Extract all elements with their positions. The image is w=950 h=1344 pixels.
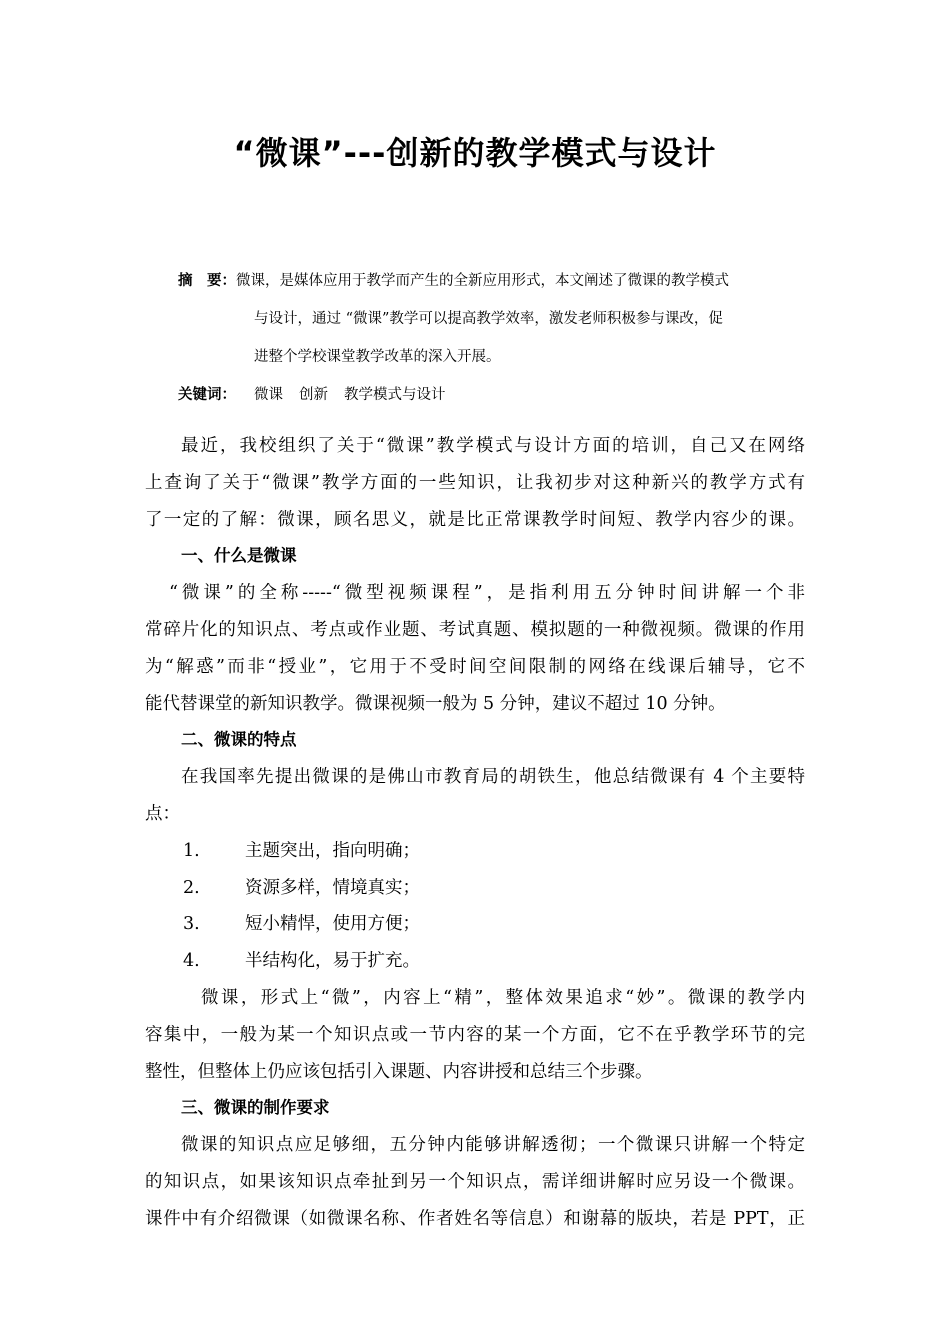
paragraph-line: 课件中有介绍微课（如微课名称、作者姓名等信息）和谢幕的版块，若是 PPT，正 (145, 1208, 805, 1229)
paragraph-line: 在我国率先提出微课的是佛山市教育局的胡铁生，他总结微课有 4 个主要特 (181, 767, 805, 788)
paragraph-line: 常碎片化的知识点、考点或作业题、考试真题、模拟题的一种微视频。微课的作用 (145, 619, 805, 640)
list-number: 1. (183, 840, 200, 861)
keywords-line (178, 376, 818, 414)
abstract-line: 与设计，通过 “微课”教学可以提高教学效率，激发老师积极参与课改，促 (254, 311, 723, 327)
document-body (145, 428, 805, 1238)
paragraph-line: 了一定的了解：微课，顾名思义，就是比正常课教学时间短、教学内容少的课。 (145, 509, 805, 530)
paragraph-line: 微课，形式上“微”，内容上“精”，整体效果追求“妙”。微课的教学内 (201, 987, 805, 1008)
section-heading: 三、微课的制作要求 (181, 1098, 330, 1118)
list-text: 主题突出，指向明确； (245, 840, 420, 861)
list-text: 短小精悍，使用方便； (245, 914, 420, 935)
keyword: 微课 (254, 387, 283, 403)
paragraph-line: 最近，我校组织了关于“微课”教学模式与设计方面的培训，自己又在网络 (181, 436, 805, 456)
list-text: 资源多样，情境真实； (245, 877, 420, 898)
paragraph-line: 上查询了关于“微课”教学方面的一些知识，让我初步对这种新兴的教学方式有 (145, 472, 805, 493)
keywords-label: 关键词： (178, 387, 236, 403)
paragraph-line: 点： (145, 803, 180, 824)
paragraph-line: 微课的知识点应足够细，五分钟内能够讲解透彻；一个微课只讲解一个特定 (181, 1135, 805, 1156)
abstract-block (178, 262, 818, 414)
abstract-line (178, 262, 818, 300)
list-item (145, 906, 805, 943)
paragraph-line: “微课”的全称-----“微型视频课程”，是指利用五分钟时间讲解一个非 (169, 583, 805, 604)
section-heading: 二、微课的特点 (181, 730, 297, 750)
document-title: “微课”---创新的教学模式与设计 (233, 134, 717, 172)
abstract-line: 进整个学校课堂教学改革的深入开展。 (254, 349, 501, 365)
section-heading: 一、什么是微课 (181, 546, 297, 566)
paragraph-line: 为“解惑”而非“授业”，它用于不受时间空间限制的网络在线课后辅导，它不 (145, 656, 805, 677)
list-item (145, 943, 805, 980)
paragraph-line: 的知识点，如果该知识点牵扯到另一个知识点，需详细讲解时应另设一个微课。 (145, 1171, 805, 1192)
abstract-label: 摘 要： (178, 273, 236, 289)
paragraph-line: 整性，但整体上仍应该包括引入课题、内容讲授和总结三个步骤。 (145, 1061, 653, 1082)
paragraph-line: 能代替课堂的新知识教学。微课视频一般为 5 分钟，建议不超过 10 分钟。 (145, 693, 726, 714)
abstract-text: 微课，是媒体应用于教学而产生的全新应用形式，本文阐述了微课的教学模式 (236, 273, 729, 289)
list-text: 半结构化，易于扩充。 (245, 951, 420, 972)
keyword: 教学模式与设计 (344, 387, 446, 403)
list-number: 3. (183, 914, 200, 935)
keyword: 创新 (299, 387, 328, 403)
list-number: 2. (183, 877, 200, 898)
paragraph-line: 容集中，一般为某一个知识点或一节内容的某一个方面，它不在乎教学环节的完 (145, 1024, 805, 1045)
list-item (145, 833, 805, 870)
list-item (145, 870, 805, 907)
list-number: 4. (183, 951, 200, 972)
